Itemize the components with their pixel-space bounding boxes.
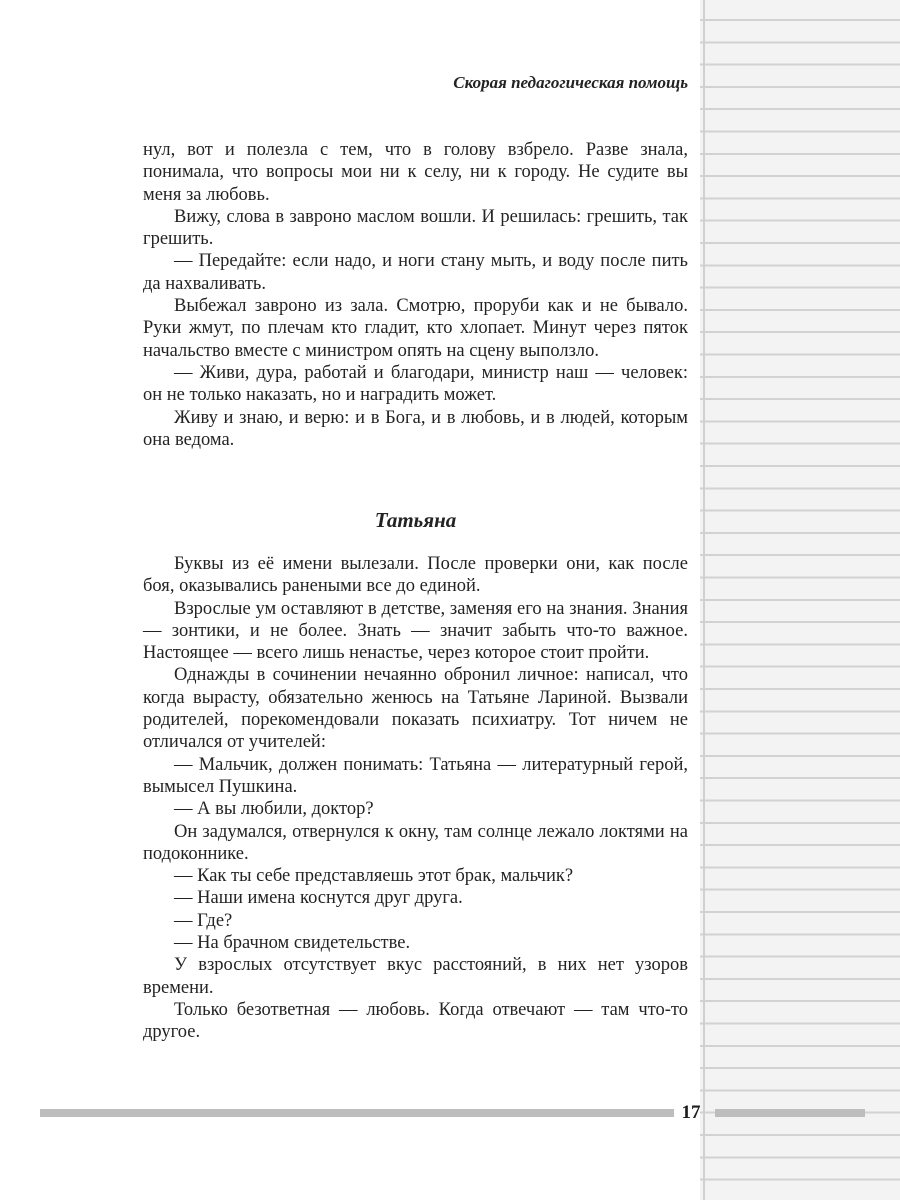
paragraph: — На брачном свидетельстве. (174, 933, 411, 954)
page-edge-line (703, 0, 705, 1200)
paragraph: Живу и знаю, и верю: и в Бога, и в любовь, и в людей, которым она ведома. (143, 407, 688, 450)
paragraph: — Живи, дура, работай и благодари, министр наш — человек: он не только наказать, но и наградить может. (143, 362, 688, 406)
paragraph: нул, вот и полезла с тем, что в голову взбрело. Разве знала, понимала, что вопросы мои ни к селу, ни к городу. Не судите вы меня за любовь. (143, 140, 688, 205)
paragraph: Буквы из её имени вылезали. После проверки они, как после боя, оказывались ранеными все до единой. (143, 554, 688, 597)
paragraph: Выбежал завроно из зала. Смотрю, проруби как и не бывало. Руки жмут, по плечам кто гладит, кто хлопает. Минут через пяток начальство вместе с министром опять на сцену выползло. (143, 296, 688, 361)
section-text-continued (143, 139, 688, 451)
paragraph: Взрослые ум оставляют в детстве, заменяя его на знания. Знания — зонтики, и не более. Знать — значит забыть что-то важное. Настоящее — всего лишь ненастье, через которое стоит пройти. (143, 598, 688, 664)
paragraph: Однажды в сочинении нечаянно обронил личное: написал, что когда вырасту, обязательно женюсь на Татьяне Лариной. Вызвали родителей, порекомендовали показать психиатру. Тот ничем не отличался от учителей: (143, 665, 688, 753)
paragraph: Он задумался, отвернулся к окну, там солнце лежало локтями на подоконнике. (143, 821, 688, 864)
paragraph: У взрослых отсутствует вкус расстояний, в них нет узоров времени. (143, 955, 688, 998)
section-text (143, 553, 688, 1044)
page-number: 17 (681, 1102, 701, 1123)
paragraph: Только безответная — любовь. Когда отвечают — там что-то другое. (143, 999, 688, 1043)
section-heading: Татьяна (374, 508, 457, 532)
paragraph: — А вы любили, доктор? (174, 799, 374, 820)
paragraph: — Мальчик, должен понимать: Татьяна — литературный герой, вымысел Пушкина. (143, 754, 688, 797)
footer-rule (40, 1109, 674, 1117)
paragraph: — Где? (174, 910, 233, 931)
paragraph: — Наши имена коснутся друг друга. (174, 888, 463, 909)
paragraph: Вижу, слова в завроно маслом вошли. И решилась: грешить, так грешить. (143, 206, 688, 250)
footer-rule-right (715, 1109, 865, 1117)
running-header: Скорая педагогическая помощь (453, 73, 688, 92)
paragraph: — Как ты себе представляешь этот брак, мальчик? (174, 866, 574, 887)
paragraph: — Передайте: если надо, и ноги стану мыть, и воду после пить да нахваливать. (143, 251, 688, 294)
